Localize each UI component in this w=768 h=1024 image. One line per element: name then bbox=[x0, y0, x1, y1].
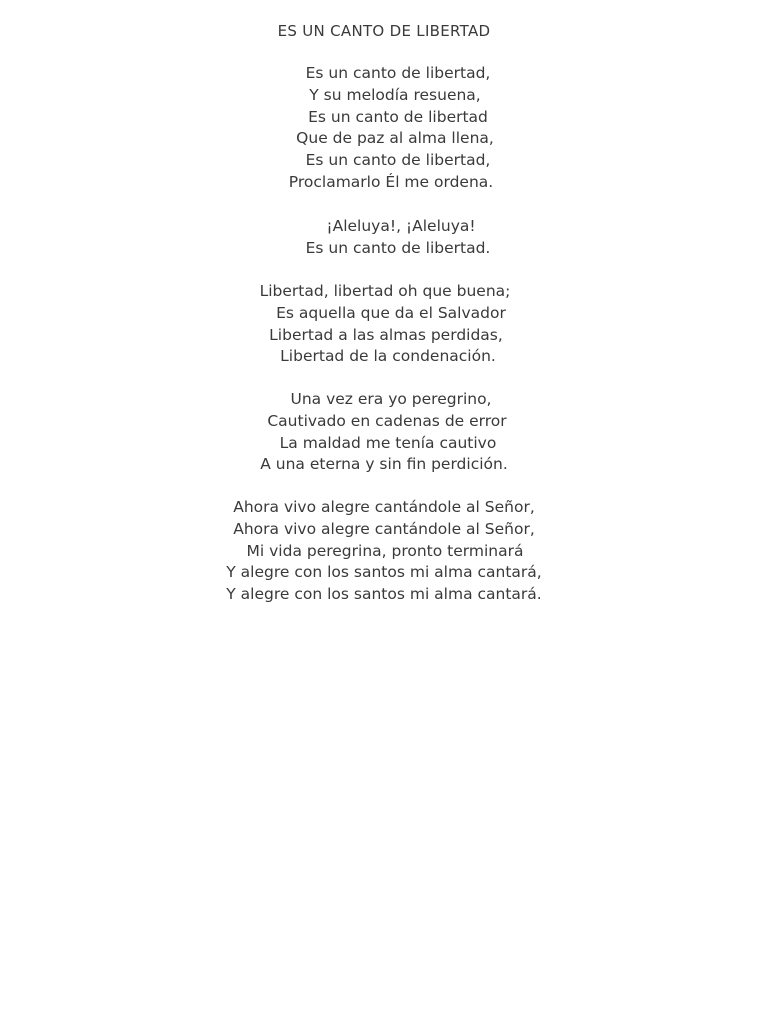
stanza-line: Y alegre con los santos mi alma cantará. bbox=[226, 585, 542, 604]
stanza-line: Libertad de la condenación. bbox=[280, 347, 496, 366]
stanza-line: Que de paz al alma llena, bbox=[296, 129, 494, 148]
stanza-4 bbox=[0, 389, 768, 476]
stanza-line: Y alegre con los santos mi alma cantará, bbox=[226, 563, 542, 582]
stanza-line: Es un canto de libertad, bbox=[305, 151, 491, 170]
stanza-line: Cautivado en cadenas de error bbox=[267, 411, 507, 430]
stanza-3 bbox=[0, 281, 768, 368]
stanza-line: Libertad, libertad oh que buena; bbox=[259, 282, 511, 300]
stanza-1 bbox=[0, 63, 768, 194]
stanza-line: Es un canto de libertad, bbox=[305, 64, 491, 82]
stanza-5 bbox=[0, 497, 768, 606]
stanza-line: Es un canto de libertad bbox=[308, 107, 488, 126]
song-title: ES UN CANTO DE LIBERTAD bbox=[277, 22, 491, 40]
stanza-line: Ahora vivo alegre cantándole al Señor, bbox=[233, 498, 535, 516]
stanza-line: ¡Aleluya!, ¡Aleluya! bbox=[326, 217, 476, 235]
stanza-line: Es aquella que da el Salvador bbox=[276, 303, 506, 322]
stanza-line: Ahora vivo alegre cantándole al Señor, bbox=[233, 519, 535, 538]
stanza-line: Una vez era yo peregrino, bbox=[290, 390, 492, 408]
stanza-line: Proclamarlo Él me ordena. bbox=[288, 172, 494, 191]
stanza-line: Es un canto de libertad. bbox=[305, 238, 491, 257]
stanza-line: Y su melodía resuena, bbox=[309, 85, 481, 104]
stanza-line: Mi vida peregrina, pronto terminará bbox=[246, 541, 524, 560]
stanza-line: Libertad a las almas perdidas, bbox=[269, 325, 503, 344]
stanza-2-chorus bbox=[0, 216, 768, 260]
stanza-line: La maldad me tenía cautivo bbox=[279, 433, 497, 452]
stanza-line: A una eterna y sin fin perdición. bbox=[260, 455, 508, 474]
